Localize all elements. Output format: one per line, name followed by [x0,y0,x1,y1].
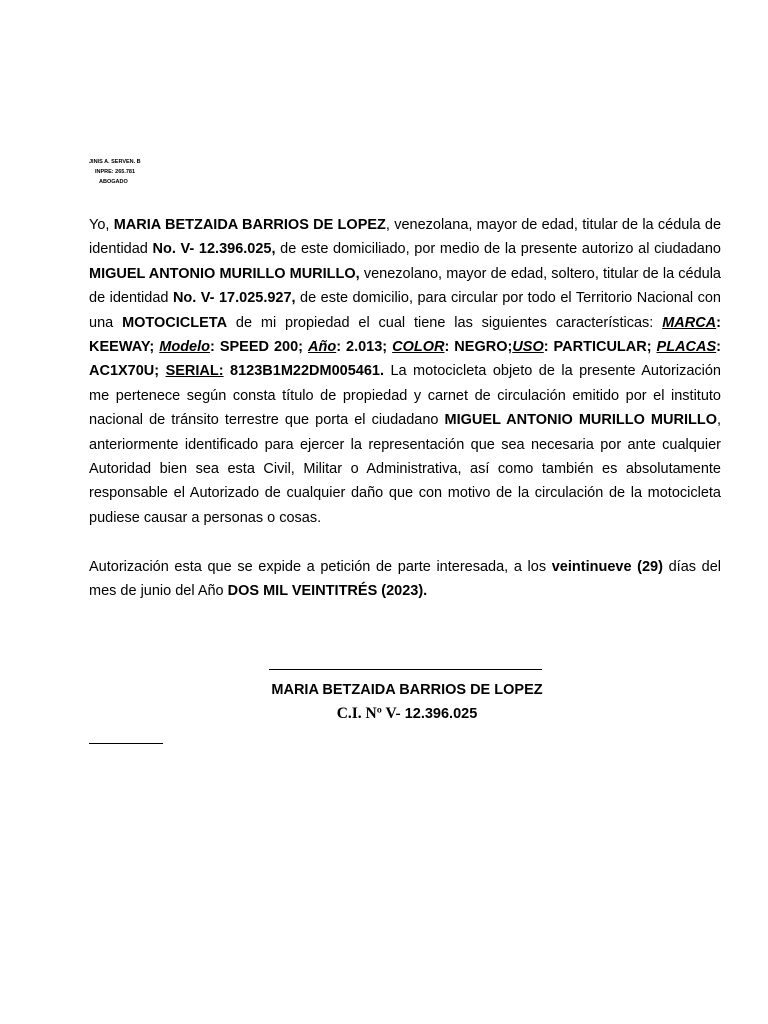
text-segment: de este domicilio, para circular por todo el Territorio Nacional con una [89,290,721,331]
document-body [89,213,721,603]
lawyer-name: JINIS A. SERVEN. B [89,159,141,165]
issue-year: DOS MIL VEINTITRÉS (2023). [227,583,428,600]
text-segment: Yo, [89,217,114,233]
signatory-name: MARIA BETZAIDA BARRIOS DE LOPEZ [271,682,543,698]
issue-day: veintinueve (29) [551,558,663,575]
color-value: : NEGRO; [444,339,513,356]
plates-label: PLACAS [656,339,717,356]
text-segment: , anteriormente identificado para ejercer la representación que sea necesaria por ante cualquier Autoridad bien sea esta Civil, Militar o Administrativa, así como también es absolutamente responsable el Autorizado de cualquier daño que con motivo de la circulación de la motocicleta pudiese causar a personas o cosas. [89,412,721,526]
authorized-name-repeat: MIGUEL ANTONIO MURILLO MURILLO [444,412,717,429]
authorization-paragraph [89,213,721,530]
plates-value: : AC1X70U; [89,339,722,380]
use-value: : PARTICULAR; [543,339,657,356]
text-segment: Autorización esta que se expide a petición de parte interesada, a los [89,558,552,575]
brand-label: MARCA [662,314,717,331]
text-segment: días del mes de junio del Año [89,558,721,600]
serial-value: 8123B1M22DM005461. [223,363,384,380]
text-segment: de este domiciliado, por medio de la presente autorizo al ciudadano [275,241,721,258]
authorized-name: MIGUEL ANTONIO MURILLO MURILLO, [89,265,360,282]
issuance-paragraph [89,555,721,604]
year-label: Año [308,339,337,356]
authorized-id: No. V- 17.025.927, [172,290,296,307]
lawyer-title: ABOGADO [99,179,128,185]
signature-line [269,669,542,670]
model-label: Modelo [159,339,211,356]
use-label: USO [512,339,544,356]
model-value: : SPEED 200; [210,339,308,356]
brand-value: : KEEWAY; [89,314,721,356]
footer-rule [89,743,163,744]
text-segment: venezolano, mayor de edad, soltero, titular de la cédula de identidad [89,265,721,307]
vehicle-type: MOTOCICLETA [122,314,228,331]
serial-label: SERIAL: [165,363,224,380]
lawyer-inpre: INPRE: 265.781 [95,169,136,175]
grantor-id: No. V- 12.396.025, [152,241,276,258]
signatory-id [240,704,574,724]
grantor-name: MARIA BETZAIDA BARRIOS DE LOPEZ [113,217,386,233]
text-segment: de mi propiedad el cual tiene las siguientes características: [227,314,663,331]
color-label: COLOR [392,339,445,356]
text-segment: La motocicleta objeto de la presente Autorización me pertenece según consta título de propiedad y carnet de circulación emitido por el instituto nacional de tránsito terrestre que porta el ciudadano [89,363,721,429]
text-segment: , venezolana, mayor de edad, titular de la cédula de identidad [89,217,722,258]
signatory-id-number: 12.396.025 [400,706,478,722]
lawyer-header [89,157,141,187]
signatory-id-prefix: C.I. Nº V- [336,705,401,722]
year-value: : 2.013; [336,339,393,356]
